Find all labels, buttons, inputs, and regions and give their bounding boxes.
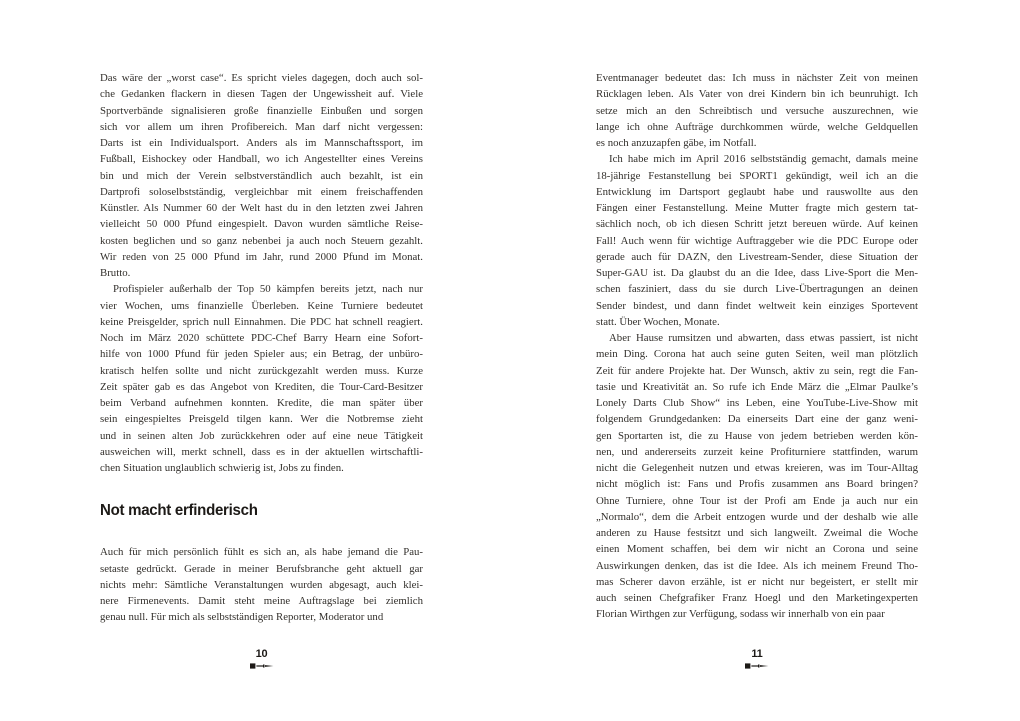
text-line: Auswirkungen denken, das ist die Idee. Als ich meinem Freund Tho- <box>596 559 918 572</box>
paragraph <box>596 330 918 623</box>
text-line: Wir reden von 25 000 Pfund im Jahr, rund 2000 Pfund im Monat. <box>100 250 423 263</box>
page-number-left: 10 <box>255 648 268 660</box>
text-line: Rücklagen leben. Als Vater von drei Kindern bin ich beunruhigt. Ich <box>596 88 918 101</box>
text-line: anderen zu Hause festsitzt und sich langweilt. Zweimal die Woche <box>596 527 918 539</box>
paragraph <box>100 281 423 476</box>
text-line: Künstler. Als Nummer 60 der Welt hast du in den letzten zwei Jahren <box>100 202 423 214</box>
text-line: sein eingespieltes Preisgeld tilgen kann. Wer die Notbremse zieht <box>100 413 423 426</box>
paragraph <box>100 544 423 625</box>
text-line: genau null. Für mich als selbstständigen Reporter, Moderator und <box>100 611 384 624</box>
paragraph <box>596 70 918 151</box>
text-line: Profispieler außerhalb der Top 50 kämpfen bereits jetzt, nach nur <box>113 283 423 296</box>
dart-arrow-icon <box>745 662 769 670</box>
text-line: Entwicklung im Dartsport geglaubt habe und rauswollte aus den <box>596 185 918 198</box>
text-line: gerade auch für DAZN, den Livestream-Sender, diese Situation der <box>596 250 918 263</box>
text-line: und in seinen alten Job zurückkehren oder auf eine neue Tätigkeit <box>100 429 423 442</box>
text-line: schen fasziniert, dass du sie durch Live-Übertragungen an deinen <box>596 283 918 296</box>
text-line: nere Firmenevents. Damit steht meine Auftragslage bei ziemlich <box>100 595 423 607</box>
right-page-footer <box>596 648 918 670</box>
text-line: sich vor allem um ihren Profibereich. Man darf nicht vergessen: <box>100 120 423 133</box>
text-line: Auch für mich persönlich fühlt es sich an, als habe jemand die Pau- <box>100 546 423 559</box>
text-line: folgendem Grundgedanken: Da einerseits Dart eine der ganz weni- <box>596 413 918 426</box>
text-line: statt. Über Wochen, Monate. <box>596 315 720 328</box>
text-line: Sender bindest, und dann findet weltweit kein einziges Sportevent <box>596 299 918 312</box>
text-line: 18-jährige Festanstellung bei SPORT1 gekündigt, weil ich an die <box>596 169 918 182</box>
dart-arrow-icon <box>250 662 274 670</box>
text-line: nicht möglich ist: Fans und Profis zusammen ans Board bringen? <box>596 478 918 491</box>
text-line: einen Moment schaffen, bei dem wir nicht an Corona und seine <box>596 543 918 556</box>
text-line: Fängen einer Festanstellung. Meine Mutter fragte mich gestern tat- <box>596 202 918 214</box>
text-line: keine Preisgelder, sprich null Einnahmen. Die PDC hat schnell reagiert. <box>100 315 423 328</box>
paragraph <box>100 70 423 281</box>
text-line: auch seinen Chefgrafiker Franz Hoegl und den Marketingexperten <box>596 592 918 604</box>
text-line: bin und mich der Verein selbstverständlich auch bezahlt, ist ein <box>100 169 423 182</box>
left-page-text-column <box>100 70 423 626</box>
text-line: kratisch helfen sollte und nicht zurückgezahlt werden muss. Kurze <box>100 364 423 377</box>
left-page-footer <box>100 648 423 670</box>
text-line: vier Wochen, ums finanzielle Überleben. Keine Turniere bedeutet <box>100 299 423 312</box>
text-line: es noch anzuzapfen gäbe, im Notfall. <box>596 137 757 149</box>
text-line: gen Sportarten ist, die zu Hause von jedem betrieben werden kön- <box>596 429 918 442</box>
text-line: Dartprofi soloselbstständig, vergleichbar mit einem freischaffenden <box>100 185 423 198</box>
right-page-text-column <box>596 70 918 623</box>
text-line: Sportverbände signalisieren große finanzielle Einbußen und sorgen <box>100 104 423 117</box>
text-line: Aber Hause rumsitzen und abwarten, dass etwas passiert, ist nicht <box>609 332 918 344</box>
text-line: hilfe von 1000 Pfund für jeden Spieler aus; ein Betrag, der unbüro- <box>100 348 423 361</box>
text-line: sächlich noch, ob ich diesen Schritt jetzt bereuen würde. Auf keinen <box>596 218 918 231</box>
section-heading: Not macht erfinderisch <box>100 502 258 520</box>
text-line: Lonely Darts Club Show“ ins Leben, eine YouTube-Live-Show mit <box>596 397 918 409</box>
text-line: Fußball, Eishockey oder Handball, wo ich Angestellter eines Vereins <box>100 153 423 166</box>
text-line: mein Ding. Corona hat auch seine guten Seiten, weil man plötzlich <box>596 348 918 361</box>
text-line: Ich habe mich im April 2016 selbstständig gemacht, damals meine <box>609 153 918 166</box>
text-line: mas Scherer davon erzähle, ist er nicht nur begeistert, er stellt mir <box>596 575 918 588</box>
text-line: che Gedanken flackern in diesen Tagen der Ungewissheit auf. Viele <box>100 88 423 101</box>
text-line: Zeit später gab es das Angebot von Krediten, die Tour-Card-Besitzer <box>100 380 423 393</box>
page-number-right: 11 <box>751 648 763 660</box>
text-line: kosten beglichen und so ganz nebenbei ja auch noch Steuern gezahlt. <box>100 234 423 247</box>
paragraph <box>596 151 918 330</box>
text-line: setaste gedrückt. Gerade in meiner Berufsbranche geht aktuell gar <box>100 562 423 575</box>
text-line: chen Situation unglaublich schwierig ist, Jobs zu finden. <box>100 462 344 474</box>
text-line: Ohne Turniere, ohne Tour ist der Profi am Ende ja auch nur ein <box>596 494 918 507</box>
text-line: tasie und Kreativität an. So rufe ich Ende März die „Elmar Paulke’s <box>596 380 918 393</box>
text-line: nen, und andererseits zurzeit keine Profiturniere stattfinden, warum <box>596 445 918 458</box>
text-line: Noch im März 2020 schüttete PDC-Chef Barry Hearn eine Sofort- <box>100 332 423 344</box>
text-line: vielleicht 50 000 Pfund eingespielt. Davon wurden sämtliche Reise- <box>100 218 423 231</box>
text-line: beim Verband aufnehmen konnten. Kredite, die man später über <box>100 397 423 409</box>
text-line: ausweichen will, merkt schnell, dass es in der aktuellen wirtschaftli- <box>100 445 423 458</box>
text-line: Zeit für andere Projekte hat. Der Wunsch, aktiv zu sein, regt die Fan- <box>596 364 918 377</box>
text-line: Fall! Auch wenn für wichtige Auftraggeber wie die PDC Europe oder <box>596 234 918 247</box>
text-line: Eventmanager bedeutet das: Ich muss in nächster Zeit von meinen <box>596 72 918 84</box>
text-line: Florian Wirthgen zur Verfügung, sodass wir innerhalb von ein paar <box>596 608 885 621</box>
text-line: Das wäre der „worst case“. Es spricht vieles dagegen, doch auch sol- <box>100 72 423 84</box>
text-line: setze mich an den Schreibtisch und versuche auszurechnen, wie <box>596 104 918 117</box>
text-line: lange ich ohne Aufträge durchkommen würde, welche Geldquellen <box>596 120 918 133</box>
text-line: Brutto. <box>100 267 131 279</box>
text-line: nicht die Gelegenheit nutzen und etwas kreieren, was im Tour-Alltag <box>596 462 918 474</box>
text-line: „Normalo“, dem die Arbeit entzogen wurde und der deshalb wie alle <box>596 510 918 523</box>
text-line: Super-GAU ist. Da glaubst du an die Idee, dass Live-Sport die Men- <box>596 267 918 279</box>
text-line: nichts mehr: Sämtliche Veranstaltungen wurden abgesagt, auch klei- <box>100 578 423 591</box>
text-line: Darts ist ein Individualsport. Anders als im Mannschaftssport, im <box>100 137 423 149</box>
